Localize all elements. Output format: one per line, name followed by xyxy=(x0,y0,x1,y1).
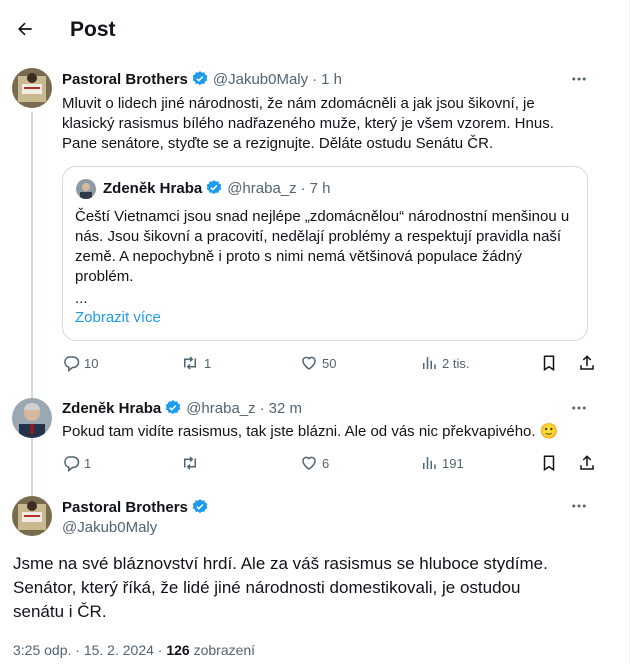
more-button[interactable] xyxy=(567,69,591,89)
tweet-text: Mluvit o lidech jiné národnosti, že nám zdomácněli a jak jsou šikovní, je klasický rasismus bílého nadřazeného muže, který je všem vzorem. Hnus. Pane senátore, styďte se a rezignujte. Děláte ostudu Senátu ČR. xyxy=(62,95,554,152)
bookmark-icon xyxy=(540,454,558,472)
avatar-zdenek-hraba[interactable] xyxy=(12,398,52,438)
share-button[interactable] xyxy=(578,354,596,372)
repost-button[interactable] xyxy=(180,354,211,372)
post-header xyxy=(0,0,630,60)
repost-count: 1 xyxy=(204,355,212,371)
reply-text: Pokud tam vidíte rasismus, tak jste blázni. Ale od vás nic překvapivého. 🙂 xyxy=(62,423,559,440)
more-dots-icon xyxy=(570,497,588,515)
more-dots-icon xyxy=(570,399,588,417)
avatar-pastoral-brothers[interactable] xyxy=(12,496,52,536)
bookmark-button[interactable] xyxy=(540,454,558,472)
bookmark-icon xyxy=(540,354,558,372)
like-count: 6 xyxy=(322,455,330,471)
separator: · xyxy=(312,70,318,88)
share-button[interactable] xyxy=(578,454,596,472)
views-label: zobrazení xyxy=(193,642,256,658)
views-button[interactable] xyxy=(420,454,464,472)
views-count: 126 xyxy=(166,642,190,658)
back-button[interactable] xyxy=(10,14,40,44)
share-icon xyxy=(578,354,596,372)
reply-icon xyxy=(62,454,80,472)
repost-icon xyxy=(180,454,200,472)
main-text-line: Jsme na své bláznovství hrdí. Ale za váš rasismus se hluboce stydíme. xyxy=(13,554,548,573)
main-text-line: senátu i ČR. xyxy=(13,602,107,621)
repost-button[interactable] xyxy=(180,454,204,472)
arrow-left-icon xyxy=(15,19,35,39)
verified-badge-icon xyxy=(164,399,182,417)
reply-icon xyxy=(62,354,80,372)
more-button[interactable] xyxy=(567,398,591,418)
reply-time[interactable]: 32 m xyxy=(268,399,302,417)
avatar-zdenek-hraba xyxy=(76,179,96,199)
views-count: 191 xyxy=(442,455,464,471)
timestamp[interactable]: 3:25 odp. · 15. 2. 2024 · xyxy=(13,642,163,658)
views-icon xyxy=(420,454,438,472)
show-more-link[interactable]: Zobrazit více xyxy=(75,309,161,326)
heart-icon xyxy=(300,354,318,372)
main-tweet-header xyxy=(62,498,213,516)
separator: · xyxy=(300,179,306,197)
reply-author-name[interactable]: Zdeněk Hraba xyxy=(62,399,162,417)
tweet-time[interactable]: 1 h xyxy=(321,70,343,88)
quote-time: 7 h xyxy=(309,179,331,197)
avatar-pastoral-brothers[interactable] xyxy=(12,68,52,108)
share-icon xyxy=(578,454,596,472)
verified-badge-icon xyxy=(205,179,223,197)
author-name[interactable]: Pastoral Brothers xyxy=(62,70,188,88)
repost-icon xyxy=(180,354,200,372)
quoted-tweet[interactable] xyxy=(62,166,588,341)
like-button[interactable] xyxy=(300,454,329,472)
reply-count: 1 xyxy=(84,455,92,471)
reply-button[interactable] xyxy=(62,354,98,372)
verified-badge-icon xyxy=(191,498,209,516)
reply-tweet-header xyxy=(62,399,302,417)
tweet-meta xyxy=(13,642,255,658)
views-button[interactable] xyxy=(420,354,469,372)
main-tweet-text xyxy=(13,552,613,624)
thread-line xyxy=(31,112,33,500)
quote-author-name: Zdeněk Hraba xyxy=(103,179,203,197)
quote-ellipsis: ... xyxy=(75,290,88,307)
separator: · xyxy=(259,399,265,417)
main-text-line: Senátor, který říká, že lidé jiné národnosti domestikovali, je ostudou xyxy=(13,578,521,597)
like-button[interactable] xyxy=(300,354,336,372)
page-title: Post xyxy=(70,18,116,41)
bookmark-button[interactable] xyxy=(540,354,558,372)
author-handle[interactable]: @Jakub0Maly xyxy=(212,70,309,88)
views-icon xyxy=(420,354,438,372)
like-count: 50 xyxy=(322,355,337,371)
quote-header xyxy=(103,179,331,197)
reply-button[interactable] xyxy=(62,454,91,472)
more-dots-icon xyxy=(570,70,588,88)
verified-badge-icon xyxy=(191,70,209,88)
tweet-header xyxy=(62,70,342,88)
reply-count: 10 xyxy=(84,355,99,371)
main-author-name[interactable]: Pastoral Brothers xyxy=(62,498,188,516)
views-count: 2 tis. xyxy=(442,355,470,371)
more-button[interactable] xyxy=(567,496,591,516)
quote-text: Čeští Vietnamci jsou snad nejlépe „zdomácnělou“ národnostní menšinou u nás. Jsou šikovní a pracovití, nedělají problémy a respektují pravidla naší země. A nepochybně i proto s nimi nemá většinová populace žádný problém. xyxy=(75,208,570,285)
heart-icon xyxy=(300,454,318,472)
main-author-handle[interactable]: @Jakub0Maly xyxy=(62,519,158,536)
quote-author-handle: @hraba_z xyxy=(227,179,297,197)
reply-author-handle[interactable]: @hraba_z xyxy=(186,399,256,417)
